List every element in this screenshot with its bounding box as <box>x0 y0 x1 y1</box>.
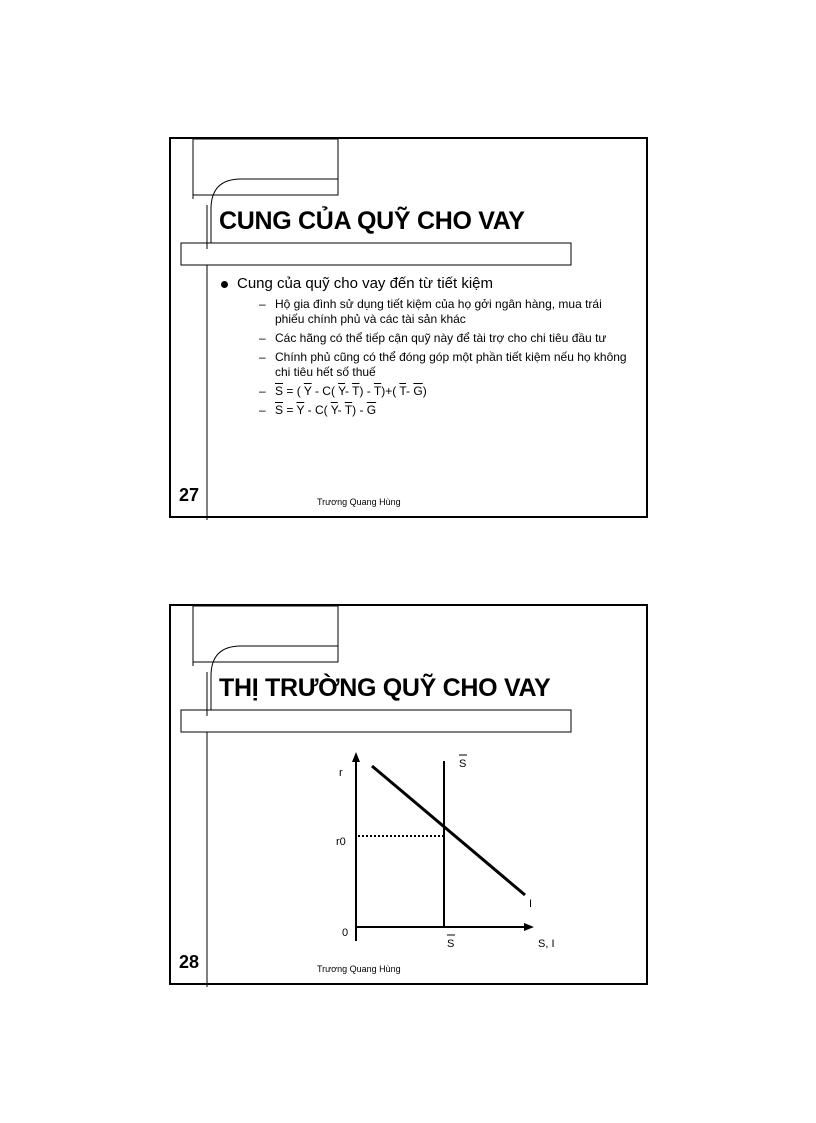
formula-term: )+( <box>381 384 400 398</box>
slide-27 <box>169 137 648 518</box>
formula-term: $\overline{T}$ <box>373 384 382 398</box>
sub-bullet-text: Chính phủ cũng có thể đóng góp một phần tiết kiệm nếu họ không chi tiêu hết số thuế <box>275 350 627 379</box>
formula-term: - <box>344 384 353 398</box>
bullet-item <box>219 275 629 418</box>
sub-bullet-text: Các hãng có thể tiếp cận quỹ này để tài trợ cho chi tiêu đầu tư <box>275 331 607 345</box>
formula-term: $\overline{G}$ <box>413 384 423 398</box>
sub-bullet-list <box>237 297 629 418</box>
formula-term: - C( <box>311 384 339 398</box>
formula-1 <box>237 384 629 399</box>
sub-bullet-item <box>237 331 629 346</box>
loanable-funds-chart <box>171 606 650 987</box>
formula-term: - C( <box>304 403 331 417</box>
formula-term: $\overline{G}$ <box>366 403 377 417</box>
demand-label: I <box>529 898 533 910</box>
formula-2 <box>237 403 629 418</box>
sub-bullet-item <box>237 297 629 327</box>
formula-term: - <box>337 403 345 417</box>
slide-28 <box>169 604 648 985</box>
slide-number: 27 <box>179 485 200 505</box>
formula-term: $\overline{Y}$ <box>303 384 312 398</box>
supply-axis-label: S <box>447 938 455 950</box>
formula-term: ) - <box>359 384 374 398</box>
formula-term: ) <box>422 384 427 398</box>
dash-icon: – <box>259 350 266 364</box>
dash-icon: – <box>259 403 266 417</box>
sub-bullet-text: Hộ gia đình sử dụng tiết kiệm của họ gởi ngân hàng, mua trái phiếu chính phủ và các tài sản khác <box>275 297 602 326</box>
slide-number: 28 <box>179 952 200 972</box>
y-axis-arrow-icon <box>352 752 360 762</box>
formula-term: $\overline{T}$ <box>399 384 407 398</box>
dash-icon: – <box>259 297 266 311</box>
bullet-dot-icon <box>221 281 228 288</box>
slide-author: Trương Quang Hùng <box>317 964 401 974</box>
formula-term: - <box>406 384 414 398</box>
formula-term: $\overline{Y}$ <box>296 403 305 417</box>
investment-line <box>372 766 525 895</box>
formula-term: $\overline{T}$ <box>352 384 360 398</box>
bullet-list <box>219 275 629 422</box>
slide-title: THỊ TRƯỜNG QUỸ CHO VAY <box>219 674 551 702</box>
formula-term: ) - <box>352 403 367 417</box>
equilibrium-rate-label: r0 <box>336 836 346 848</box>
supply-line-label: S <box>459 758 467 770</box>
x-axis-arrow-icon <box>524 923 534 931</box>
formula-term: $\overline{T}$ <box>344 403 353 417</box>
slide-title: CUNG CỦA QUỸ CHO VAY <box>219 207 525 235</box>
formula-term: = <box>283 403 297 417</box>
formula-term: $\overline{Y}$ <box>338 384 345 398</box>
dash-icon: – <box>259 384 266 398</box>
formula-term: $\overline{S}$ <box>275 384 284 398</box>
sub-bullet-item <box>237 350 629 380</box>
dash-icon: – <box>259 331 266 345</box>
formula-term: $\overline{S}$ <box>275 403 284 417</box>
y-axis-label: r <box>339 767 343 779</box>
bullet-text: Cung của quỹ cho vay đến từ tiết kiệm <box>237 275 494 292</box>
formula-term: $\overline{Y}$ <box>330 403 338 417</box>
slide-author: Trương Quang Hùng <box>317 497 401 507</box>
origin-label: 0 <box>342 927 349 939</box>
formula-term: = ( <box>283 384 304 398</box>
x-axis-label: S, I <box>538 938 555 950</box>
